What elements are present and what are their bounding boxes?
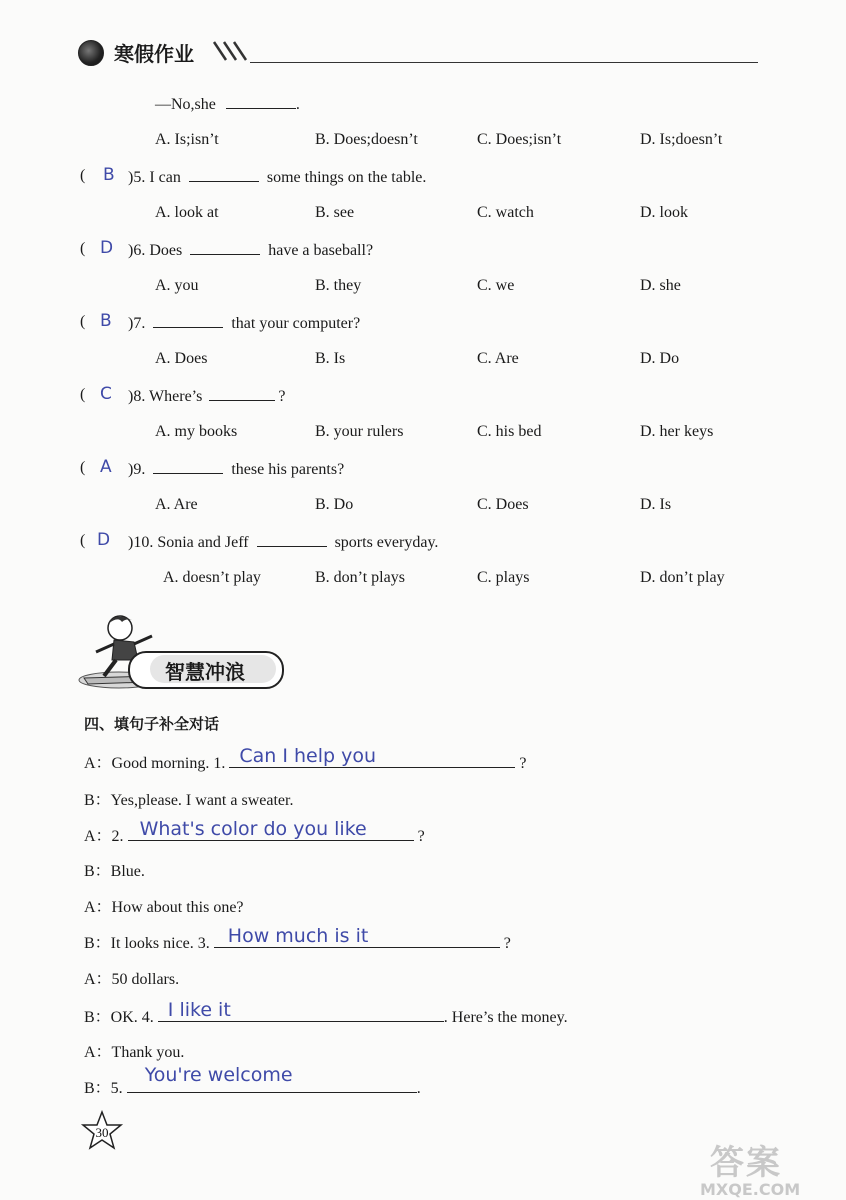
answer-paren-open: ( — [80, 313, 86, 330]
option-d: D. Is — [640, 496, 672, 513]
answer-blank[interactable] — [190, 240, 260, 255]
option-c: C. Are — [477, 350, 519, 367]
question-10 — [128, 532, 438, 552]
option-a: A. look at — [155, 204, 219, 221]
option-a: A. you — [155, 277, 199, 294]
option-a: A. Are — [155, 496, 198, 513]
handwritten-answer: B — [100, 311, 112, 331]
question-7 — [128, 313, 360, 333]
answer-blank[interactable] — [229, 745, 515, 768]
handwritten-answer: D — [100, 238, 114, 258]
option-d: D. look — [640, 204, 688, 221]
option-d: D. her keys — [640, 423, 714, 440]
dialogue-text: B：5. — [84, 1080, 123, 1097]
answer-paren-open: ( — [80, 532, 86, 549]
answer-blank[interactable] — [153, 459, 223, 474]
dialogue-line-8 — [84, 999, 568, 1027]
question-stem-end: these his parents? — [231, 461, 345, 478]
watermark-url: MXQE.COM — [700, 1180, 801, 1199]
question-5 — [128, 167, 426, 187]
handwritten-answer: Can I help you — [239, 745, 376, 767]
handwritten-answer: D — [97, 530, 111, 550]
dialogue-text: A：Good morning. 1. — [84, 755, 226, 772]
section-4-title: 四、填句子补全对话 — [84, 715, 220, 733]
question-4-continuation — [155, 94, 300, 114]
option-c: C. watch — [477, 204, 534, 221]
answer-blank[interactable] — [153, 313, 223, 328]
option-c: C. plays — [477, 569, 530, 586]
option-a: A. Does — [155, 350, 208, 367]
dialogue-text: A：2. — [84, 828, 124, 845]
option-a: A. my books — [155, 423, 238, 440]
option-c: C. Does — [477, 496, 529, 513]
handwritten-answer: I like it — [167, 999, 231, 1021]
option-d: D. Is;doesn’t — [640, 131, 723, 148]
option-b: B. Is — [315, 350, 346, 367]
answer-blank[interactable] — [214, 925, 500, 948]
option-d: D. Do — [640, 350, 680, 367]
question-stem: )7. — [128, 315, 146, 332]
dialogue-line-7: A：50 dollars. — [84, 971, 180, 988]
question-stem: )8. Where’s — [128, 388, 203, 405]
handwritten-answer: What's color do you like — [139, 818, 367, 840]
question-stem: )10. Sonia and Jeff — [128, 534, 249, 551]
answer-blank[interactable] — [128, 818, 414, 841]
question-stem: )9. — [128, 461, 146, 478]
handwritten-answer: How much is it — [227, 925, 369, 947]
option-b: B. Do — [315, 496, 354, 513]
page-number-star-icon — [80, 1110, 124, 1152]
handwritten-answer: B — [103, 165, 115, 185]
header-slashes-icon — [212, 40, 252, 64]
option-a: A. Is;isn’t — [155, 131, 219, 148]
option-b: B. Does;doesn’t — [315, 131, 418, 148]
answer-blank[interactable] — [226, 94, 296, 109]
question-stem-end: have a baseball? — [268, 242, 374, 259]
question-8 — [128, 386, 285, 406]
dialogue-text: B：OK. 4. — [84, 1009, 154, 1026]
handwritten-answer: C — [100, 384, 112, 404]
option-c: C. his bed — [477, 423, 542, 440]
option-a: A. doesn’t play — [163, 569, 261, 586]
header-rule — [250, 62, 758, 63]
dialogue-end: ? — [503, 935, 511, 952]
handwritten-answer: You're welcome — [144, 1064, 293, 1086]
question-stem: )5. I can — [128, 169, 181, 186]
continuation-text: —No,she — [155, 96, 216, 113]
dialogue-line-1 — [84, 745, 527, 773]
answer-paren-open: ( — [80, 167, 86, 184]
question-stem-end: that your computer? — [231, 315, 361, 332]
option-c: C. we — [477, 277, 515, 294]
question-9 — [128, 459, 344, 479]
dialogue-line-3 — [84, 818, 425, 846]
option-b: B. don’t plays — [315, 569, 405, 586]
page-number: 30 — [95, 1125, 109, 1140]
answer-paren-open: ( — [80, 459, 86, 476]
dialogue-line-2: B：Yes,please. I want a sweater. — [84, 792, 294, 809]
page-header-title: 寒假作业 — [114, 42, 194, 66]
answer-blank[interactable] — [209, 386, 275, 401]
dialogue-line-5: A：How about this one? — [84, 899, 244, 916]
answer-blank[interactable] — [189, 167, 259, 182]
option-d: D. don’t play — [640, 569, 725, 586]
dialogue-end: ? — [519, 755, 527, 772]
header-disc-icon — [78, 40, 104, 66]
answer-blank[interactable] — [158, 999, 444, 1022]
section-banner-title: 智慧冲浪 — [165, 660, 245, 684]
answer-blank[interactable] — [127, 1064, 417, 1093]
dialogue-text: B：It looks nice. 3. — [84, 935, 210, 952]
answer-paren-open: ( — [80, 386, 86, 403]
dialogue-end: . Here’s the money. — [443, 1009, 568, 1026]
dialogue-line-6 — [84, 925, 511, 953]
continuation-end: . — [295, 96, 300, 113]
option-b: B. see — [315, 204, 355, 221]
question-6 — [128, 240, 373, 260]
answer-blank[interactable] — [257, 532, 327, 547]
handwritten-answer: A — [100, 457, 112, 477]
question-stem-end: ? — [278, 388, 286, 405]
answer-paren-open: ( — [80, 240, 86, 257]
question-stem: )6. Does — [128, 242, 183, 259]
dialogue-line-4: B：Blue. — [84, 863, 145, 880]
question-stem-end: some things on the table. — [266, 169, 427, 186]
option-b: B. your rulers — [315, 423, 404, 440]
option-b: B. they — [315, 277, 362, 294]
watermark-title: 答案 — [710, 1143, 782, 1183]
option-d: D. she — [640, 277, 681, 294]
dialogue-end: ? — [417, 828, 425, 845]
dialogue-line-10 — [84, 1064, 421, 1098]
option-c: C. Does;isn’t — [477, 131, 562, 148]
watermark — [700, 1135, 800, 1199]
question-stem-end: sports everyday. — [334, 534, 439, 551]
dialogue-line-9: A：Thank you. — [84, 1044, 185, 1061]
dialogue-end: . — [416, 1080, 421, 1097]
